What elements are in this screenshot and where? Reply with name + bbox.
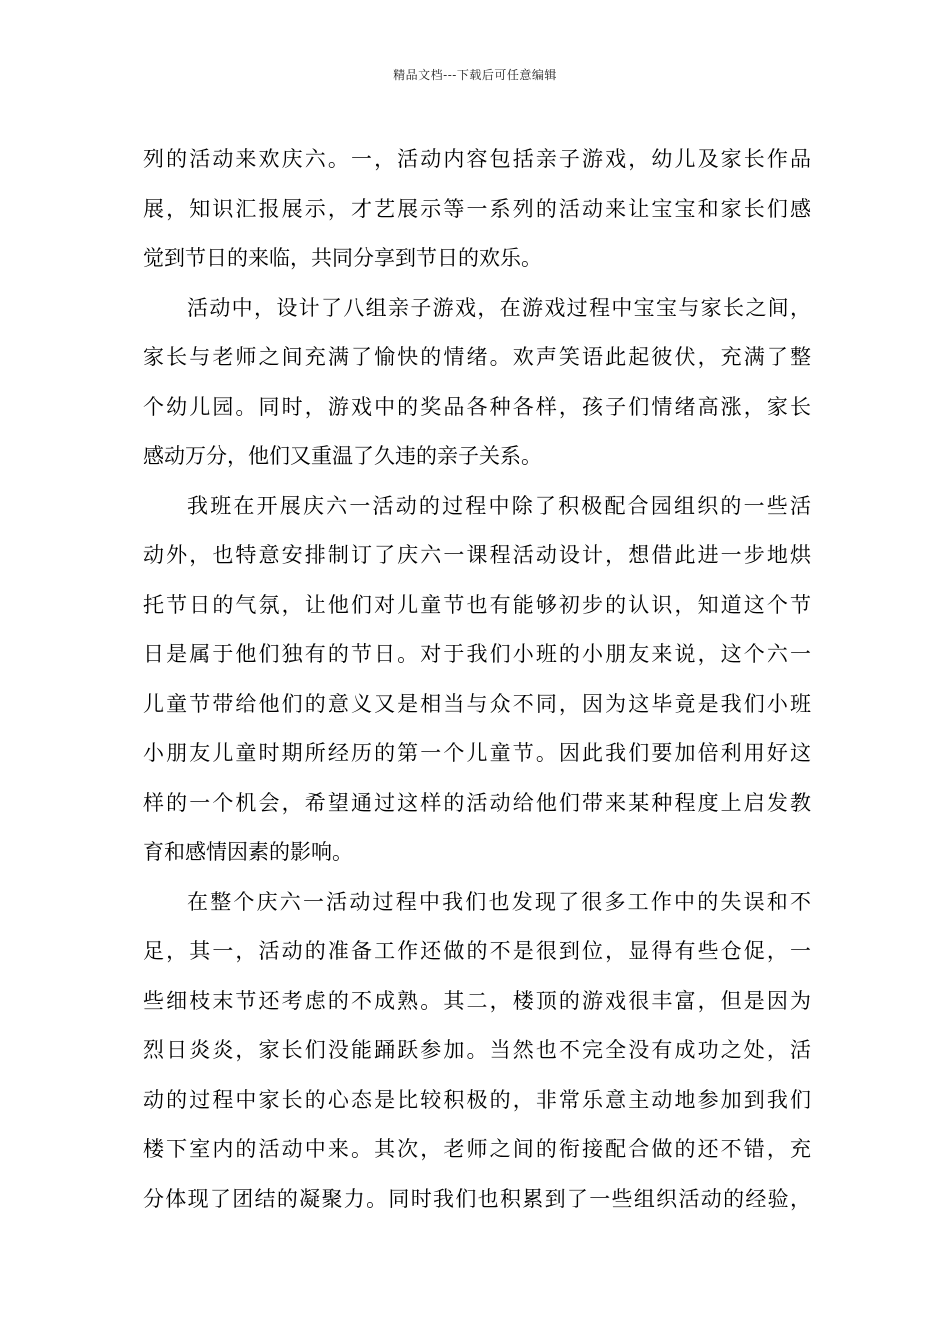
text-line: 个幼儿园。同时，游戏中的奖品各种各样，孩子们情绪高涨，家长	[143, 394, 811, 419]
text-line: 小朋友儿童时期所经历的第一个儿童节。因此我们要加倍利用好这	[143, 741, 811, 765]
paragraph	[143, 135, 811, 284]
text-line: 育和感情因素的影响。	[143, 840, 353, 864]
text-line: 列的活动来欢庆六。一，活动内容包括亲子游戏，幼儿及家长作品	[143, 147, 811, 171]
text-line: 足，其一，活动的准备工作还做的不是很到位，显得有些仓促，一	[143, 939, 811, 963]
text-line: 分体现了团结的凝聚力。同时我们也积累到了一些组织活动的经验，	[143, 1186, 811, 1211]
text-line: 动外，也特意安排制订了庆六一课程活动设计，想借此进一步地烘	[143, 543, 811, 567]
text-line: 动的过程中家长的心态是比较积极的，非常乐意主动地参加到我们	[143, 1087, 811, 1112]
text-line: 样的一个机会，希望通过这样的活动给他们带来某种程度上启发教	[143, 790, 811, 815]
paragraph	[143, 878, 811, 1225]
text-line: 活动中，设计了八组亲子游戏，在游戏过程中宝宝与家长之间，	[187, 295, 811, 320]
text-line: 在整个庆六一活动过程中我们也发现了很多工作中的失误和不	[187, 889, 811, 914]
text-line: 感动万分，他们又重温了久违的亲子关系。	[143, 444, 542, 468]
text-line: 儿童节带给他们的意义又是相当与众不同，因为这毕竟是我们小班	[143, 691, 811, 716]
text-line: 楼下室内的活动中来。其次，老师之间的衔接配合做的还不错，充	[143, 1137, 811, 1161]
text-line: 展，知识汇报展示，才艺展示等一系列的活动来让宝宝和家长们感	[143, 196, 811, 221]
page-header: 精品文档---下载后可任意编辑	[393, 68, 557, 82]
text-line: 烈日炎炎，家长们没能踊跃参加。当然也不完全没有成功之处，活	[143, 1038, 811, 1062]
text-line: 家长与老师之间充满了愉快的情绪。欢声笑语此起彼伏，充满了整	[143, 345, 811, 369]
paragraph	[143, 284, 811, 482]
document-body	[143, 135, 811, 1224]
text-line: 些细枝末节还考虑的不成熟。其二，楼顶的游戏很丰富，但是因为	[143, 988, 811, 1013]
text-line: 觉到节日的来临，共同分享到节日的欢乐。	[143, 246, 542, 270]
paragraph	[143, 482, 811, 878]
text-line: 我班在开展庆六一活动的过程中除了积极配合园组织的一些活	[187, 493, 811, 518]
text-line: 托节日的气氛，让他们对儿童节也有能够初步的认识，知道这个节	[143, 592, 811, 617]
text-line: 日是属于他们独有的节日。对于我们小班的小朋友来说，这个六一	[143, 642, 811, 666]
